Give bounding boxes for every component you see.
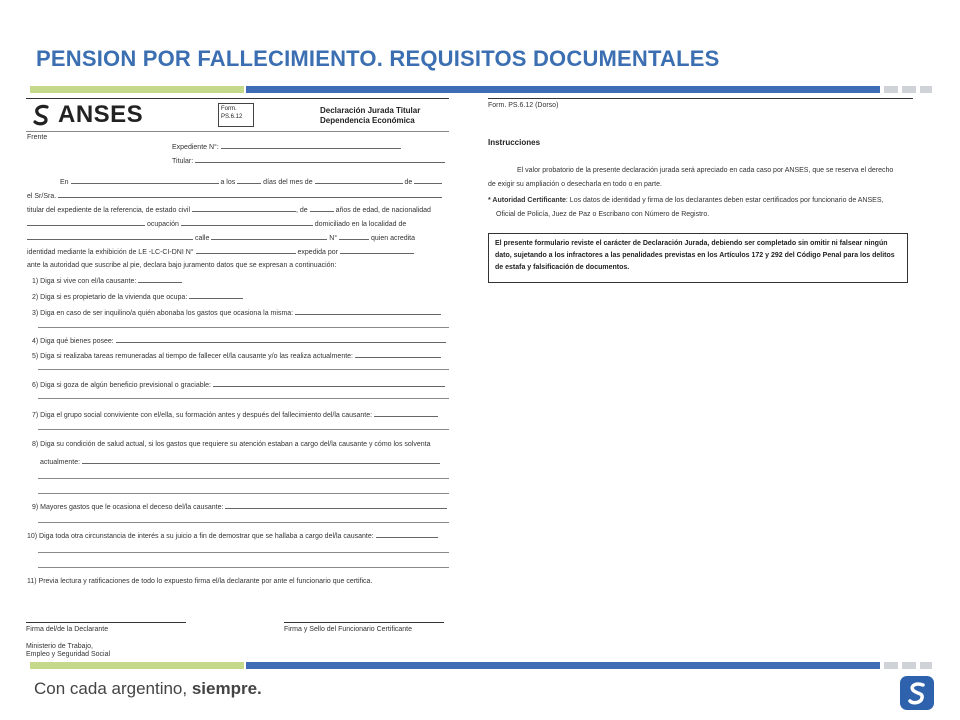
bottom-blue-bar	[246, 662, 880, 669]
question-3	[32, 308, 441, 318]
a-los-label: a los	[220, 179, 236, 186]
el-sr-label: el Sr/Sra.	[27, 193, 57, 200]
side-label-frente: Frente	[27, 134, 48, 141]
identidad-row	[27, 247, 414, 257]
question-10	[27, 531, 438, 541]
bottom-grey-bar-1	[884, 662, 898, 669]
question-7-text: 7) Diga el grupo social conviviente con el/ella, su formación antes y después del fallecimiento del/la causante:	[32, 412, 373, 419]
question-10-field[interactable]	[376, 531, 438, 538]
ocupacion-row	[27, 219, 406, 229]
top-green-bar	[30, 86, 244, 93]
top-blue-bar	[246, 86, 880, 93]
top-grey-bar-1	[884, 86, 898, 93]
de-label-2: de	[299, 207, 308, 214]
estado-civil-row: titular del expediente de la referencia, de estado civil , de años de edad, de nacionalidad	[27, 207, 431, 214]
question-8-extra-line-2[interactable]	[38, 493, 449, 494]
form-top-rule	[26, 98, 449, 99]
back-p2-line1	[488, 196, 883, 205]
question-4-field[interactable]	[116, 336, 446, 343]
question-10-extra-line-1[interactable]	[38, 552, 449, 553]
identidad-label: identidad mediante la exhibición de LE -LC-CI-DNI N°	[27, 249, 194, 256]
question-6-text: 6) Diga si goza de algún beneficio previsional o graciable:	[32, 382, 211, 389]
question-6-field[interactable]	[213, 380, 445, 387]
back-title: Instrucciones	[488, 138, 541, 147]
corner-logo-icon	[900, 676, 934, 710]
question-8: 8) Diga su condición de salud actual, si los gastos que requiere su atención estaban a cargo del/la causante y cómo los solventa	[32, 441, 431, 448]
ocupacion-label: ocupación	[146, 221, 179, 228]
question-2-text: 2) Diga si es propietario de la vivienda que ocupa:	[32, 294, 188, 301]
numero-label: N°	[329, 235, 338, 242]
sig-right-line[interactable]	[284, 622, 444, 623]
documento-field[interactable]	[196, 247, 296, 254]
titular-field[interactable]	[195, 156, 445, 163]
question-5	[32, 351, 441, 361]
estado-civil-field[interactable]	[192, 205, 296, 212]
slogan-main: Con cada argentino,	[34, 679, 188, 698]
top-grey-bar-2	[902, 86, 916, 93]
de-label: de	[404, 179, 413, 186]
titular-row	[172, 156, 445, 166]
sig-right-label: Firma y Sello del Funcionario Certificante	[284, 626, 412, 633]
slide-title: PENSION POR FALLECIMIENTO. REQUISITOS DOCUMENTALES	[36, 46, 720, 71]
question-7	[32, 410, 438, 420]
back-form-code: Form. PS.6.12 (Dorso)	[488, 102, 559, 109]
titular-expediente-label: titular del expediente de la referencia, de estado civil	[27, 207, 191, 214]
expediente-row	[172, 142, 401, 152]
edad-field[interactable]	[310, 205, 334, 212]
dias-mes-label: días del mes de	[263, 179, 313, 186]
a-los-field[interactable]	[237, 177, 261, 184]
el-sr-field[interactable]	[58, 191, 442, 198]
question-9-extra-line[interactable]	[38, 522, 449, 523]
legal-note-text: El presente formulario reviste el carácter de Declaración Jurada, debiendo ser completado sin omitir ni falsear ningún dato, sujetando a los infractores a las penalidades previstas en los Artículos 172 y 292 del Código Penal para los delitos de estafa y falsificación de documentos.	[495, 240, 895, 271]
question-10-text: 10) Diga toda otra circunstancia de interés a su juicio a fin de demostrar que se hallaba a cargo del/la causante:	[27, 533, 374, 540]
question-3-text: 3) Diga en caso de ser inquilino/a quién abonaba los gastos que ocasiona la misma:	[32, 310, 294, 317]
ministry-line1: Ministerio de Trabajo,	[26, 643, 93, 650]
question-7-field[interactable]	[374, 410, 438, 417]
ocupacion-field[interactable]	[181, 219, 313, 226]
question-5-field[interactable]	[355, 351, 441, 358]
question-9-field[interactable]	[225, 502, 447, 509]
form-code-line2: PS.6.12	[221, 114, 243, 120]
anos-edad-label: años de edad, de nacionalidad	[335, 207, 431, 214]
nacionalidad-field[interactable]	[27, 219, 145, 226]
en-label: En	[60, 179, 69, 186]
ministry-line2: Empleo y Seguridad Social	[26, 651, 111, 658]
question-6	[32, 380, 445, 390]
expediente-field[interactable]	[221, 142, 401, 149]
form-heading-line2: Dependencia Económica	[320, 116, 415, 125]
form-header-rule	[26, 131, 449, 132]
expediente-label: Expediente N°:	[172, 144, 219, 151]
bottom-green-bar	[30, 662, 244, 669]
calle-label: calle	[194, 235, 210, 242]
back-p2-line2: Oficial de Policía, Juez de Paz o Escribano con Número de Registro.	[496, 211, 710, 218]
question-5-text: 5) Diga si realizaba tareas remuneradas al tiempo de fallecer el/la causante y/o las realiza actualmente:	[32, 353, 354, 360]
anses-logo	[30, 102, 150, 128]
numero-field[interactable]	[339, 233, 369, 240]
question-4-text: 4) Diga qué bienes posee:	[32, 338, 114, 345]
question-8-field[interactable]	[82, 457, 440, 464]
question-4	[32, 336, 446, 346]
question-3-field[interactable]	[295, 308, 441, 315]
question-2-field[interactable]	[189, 292, 243, 299]
question-8-extra-line-1[interactable]	[38, 478, 449, 479]
question-9	[32, 502, 447, 512]
question-1-text: 1) Diga si vive con el/la causante:	[32, 278, 137, 285]
form-heading	[320, 106, 420, 126]
bottom-grey-bar-2	[902, 662, 916, 669]
el-sr-row	[27, 191, 442, 201]
question-11: 11) Previa lectura y ratificaciones de todo lo expuesto firma el/la declarante por ante el funcionario que certifica.	[27, 578, 373, 585]
slogan	[34, 679, 262, 699]
back-p1-line1: El valor probatorio de la presente declaración jurada será apreciado en cada caso por ANSES, que se reserva el derecho	[517, 167, 894, 174]
question-5-extra-line[interactable]	[38, 369, 449, 370]
question-1-field[interactable]	[138, 276, 182, 283]
question-2	[32, 292, 243, 302]
ante-autoridad-text: ante la autoridad que suscribe al pie, declara bajo juramento datos que se expresan a continuación:	[27, 262, 337, 269]
quien-acredita-label: quien acredita	[371, 235, 416, 242]
expedida-label: expedida por	[297, 249, 338, 256]
en-field[interactable]	[71, 177, 219, 184]
back-p2-text: : Los datos de identidad y firma de los declarantes deben estar certificados por funcionario de ANSES,	[565, 197, 884, 204]
question-6-extra-line[interactable]	[38, 398, 449, 399]
question-8b	[40, 457, 440, 467]
question-10-extra-line-2[interactable]	[38, 567, 449, 568]
localidad-field[interactable]	[27, 233, 193, 240]
calle-row	[27, 233, 415, 243]
anio-field[interactable]	[414, 177, 442, 184]
calle-field[interactable]	[211, 233, 327, 240]
anses-logo-icon	[30, 103, 54, 127]
anses-logo-text: ANSES	[58, 101, 144, 128]
form-code-line1: Form.	[221, 106, 237, 112]
form-heading-line1: Declaración Jurada Titular	[320, 106, 421, 115]
bottom-grey-bar-3	[920, 662, 932, 669]
question-1	[32, 276, 182, 286]
back-p1-line2: de exigir su ampliación o desecharla en todo o en parte.	[488, 181, 662, 188]
sig-left-line[interactable]	[26, 622, 186, 623]
question-9-text: 9) Mayores gastos que le ocasiona el deceso del/la causante:	[32, 504, 224, 511]
corner-logo-svg	[900, 676, 934, 710]
slogan-bold: siempre.	[191, 679, 262, 698]
mes-field[interactable]	[315, 177, 403, 184]
back-top-rule	[488, 98, 913, 99]
question-8b-text: actualmente:	[40, 459, 81, 466]
top-grey-bar-3	[920, 86, 932, 93]
legal-note-box	[488, 233, 908, 283]
domiciliado-label: domiciliado en la localidad de	[314, 221, 407, 228]
en-row	[60, 177, 442, 187]
titular-label: Titular:	[172, 158, 194, 165]
form-code-box	[218, 103, 254, 127]
question-3-extra-line[interactable]	[38, 327, 449, 328]
question-7-extra-line[interactable]	[38, 429, 449, 430]
expedida-field[interactable]	[340, 247, 414, 254]
back-p2-bold: * Autoridad Certificante	[488, 197, 566, 204]
sig-left-label: Firma del/de la Declarante	[26, 626, 109, 633]
